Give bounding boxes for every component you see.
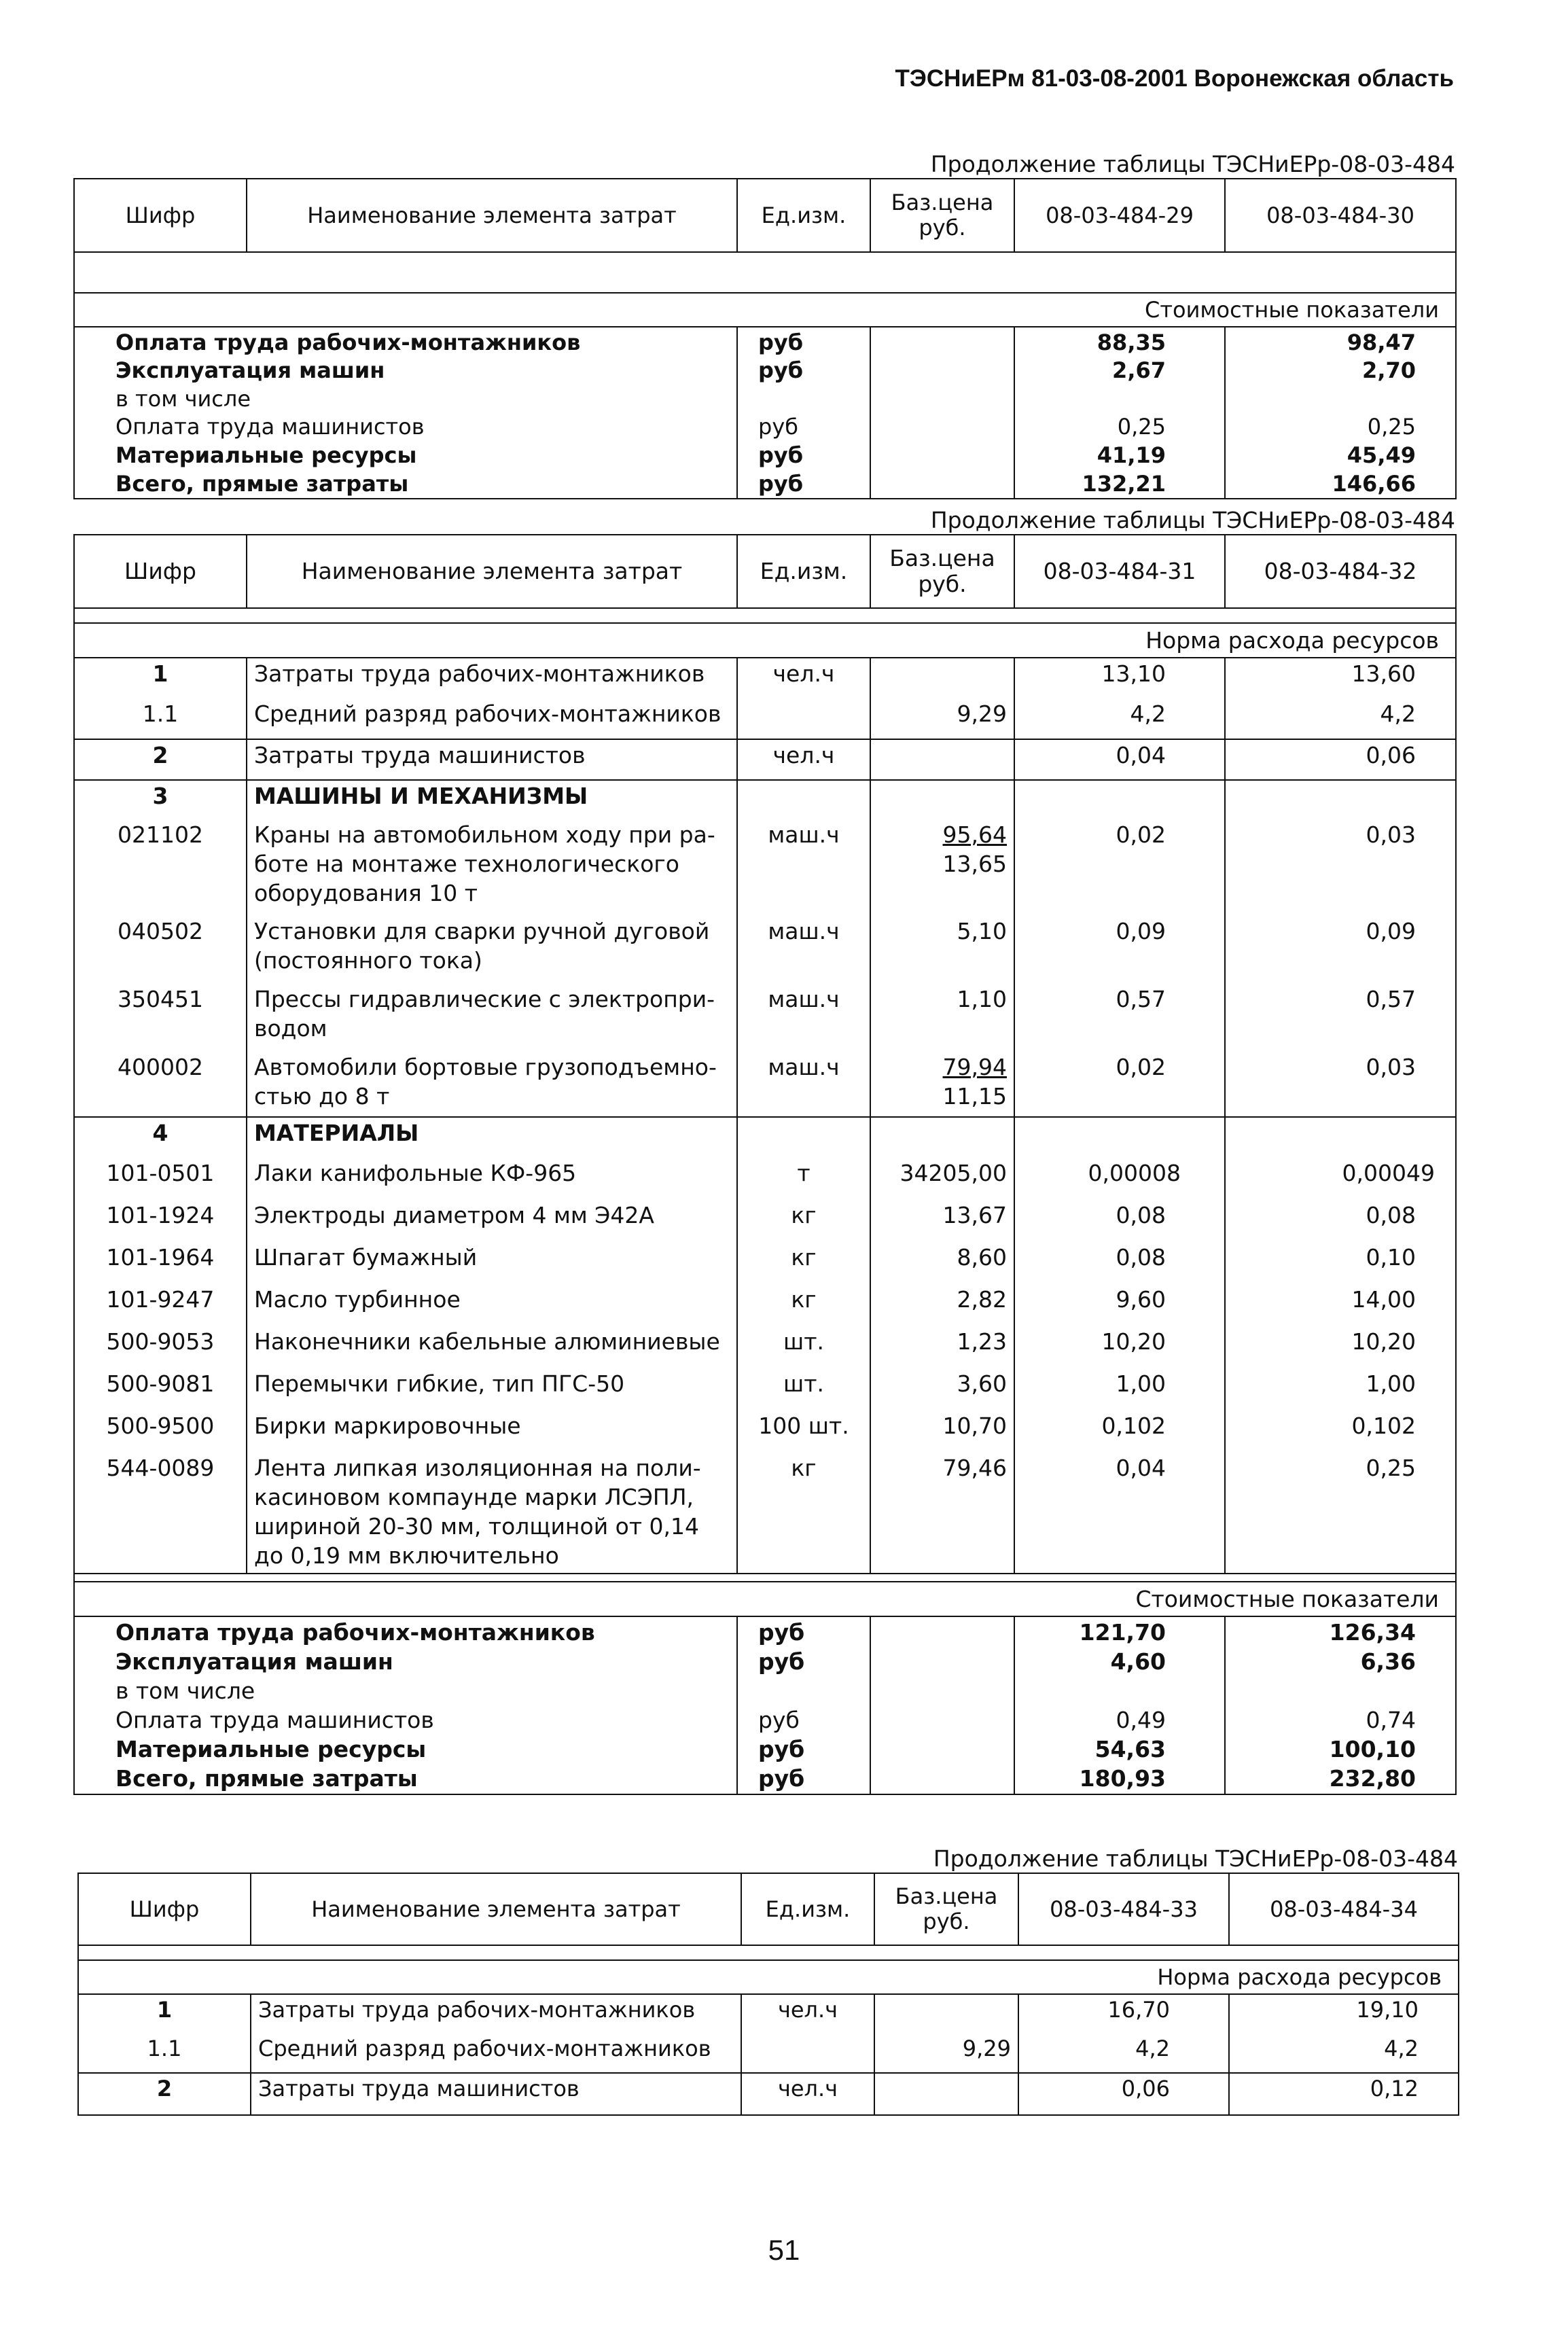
header-unit: Ед.изм. (737, 535, 870, 608)
header-code: Шифр (78, 1873, 251, 1945)
table-row: 101-1924 Электроды диаметром 4 мм Э42А кг 13,67 0,08 0,08 (74, 1200, 1456, 1242)
section-row: 3 МАШИНЫ И МЕХАНИЗМЫ (74, 780, 1456, 819)
header-unit: Ед.изм. (737, 179, 870, 252)
header-name: Наименование элемента затрат (251, 1873, 741, 1945)
table-row: 500-9500 Бирки маркировочные 100 шт. 10,70 0,102 0,102 (74, 1410, 1456, 1453)
table-row: 2 Затраты труда машинистов чел.ч 0,06 0,12 (78, 2073, 1459, 2115)
section-row: 4 МАТЕРИАЛЫ (74, 1117, 1456, 1158)
header-col-a: 08-03-484-29 (1014, 179, 1225, 252)
table-row: 1 Затраты труда рабочих-монтажников чел.ч 16,70 19,10 (78, 1994, 1459, 2034)
table-row: 101-9247 Масло турбинное кг 2,82 9,60 14,00 (74, 1284, 1456, 1326)
header-price: Баз.цена руб. (870, 535, 1014, 608)
header-col-a: 08-03-484-33 (1018, 1873, 1229, 1945)
table-caption: Продолжение таблицы ТЭСНиЕРр-08-03-484 (930, 507, 1455, 533)
header-col-b: 08-03-484-34 (1229, 1873, 1459, 1945)
estimate-table-3 (77, 1873, 1459, 2116)
table-row: Эксплуатация машин руб 2,67 2,70 (74, 357, 1456, 385)
table-row: Оплата труда рабочих-монтажников руб 88,35 98,47 (74, 327, 1456, 357)
table-row: 500-9081 Перемычки гибкие, тип ПГС-50 шт. 3,60 1,00 1,00 (74, 1368, 1456, 1410)
table-caption: Продолжение таблицы ТЭСНиЕРр-08-03-484 (933, 1845, 1458, 1872)
table-row: 544-0089 Лента липкая изоляционная на поли-касиновом компаунде марки ЛСЭПЛ, шириной 20-30 мм, толщиной от 0,14 до 0,19 мм включительно кг 79,46 0,04 0,25 (74, 1453, 1456, 1574)
document-header: ТЭСНиЕРм 81-03-08-2001 Воронежская область (895, 65, 1454, 92)
table-row: 1.1 Средний разряд рабочих-монтажников 9,29 4,2 4,2 (74, 698, 1456, 739)
section-subheader: Норма расхода ресурсов (78, 1960, 1459, 1994)
table-row: Эксплуатация машин руб 4,60 6,36 (74, 1648, 1456, 1677)
table-row: Материальные ресурсы руб 54,63 100,10 (74, 1735, 1456, 1764)
page-number: 51 (768, 2234, 800, 2266)
table-caption: Продолжение таблицы ТЭСНиЕРр-08-03-484 (930, 151, 1455, 177)
header-name: Наименование элемента затрат (247, 535, 737, 608)
header-unit: Ед.изм. (741, 1873, 874, 1945)
section-subheader: Норма расхода ресурсов (74, 623, 1456, 658)
section-subheader: Стоимостные показатели (74, 1582, 1456, 1616)
table-row: Всего, прямые затраты руб 180,93 232,80 (74, 1764, 1456, 1794)
section-subheader: Стоимостные показатели (74, 293, 1456, 327)
table-row: в том числе (74, 385, 1456, 414)
header-price: Баз.цена руб. (870, 179, 1014, 252)
table-row: в том числе (74, 1677, 1456, 1706)
header-code: Шифр (74, 179, 247, 252)
table-row: 040502 Установки для сварки ручной дуговой (постоянного тока) маш.ч 5,10 0,09 0,09 (74, 916, 1456, 984)
header-col-b: 08-03-484-32 (1225, 535, 1456, 608)
table-row: 021102 Краны на автомобильном ходу при ра-боте на монтаже технологического оборудования 10 т маш.ч 95,64 13,65 0,02 0,03 (74, 819, 1456, 916)
table-row: 350451 Прессы гидравлические с электропри-водом маш.ч 1,10 0,57 0,57 (74, 984, 1456, 1052)
table-row: 101-0501 Лаки канифольные КФ-965 т 34205,00 0,00008 0,00049 (74, 1158, 1456, 1200)
table-row: Оплата труда машинистов руб 0,49 0,74 (74, 1706, 1456, 1735)
table-row: 500-9053 Наконечники кабельные алюминиевые шт. 1,23 10,20 10,20 (74, 1326, 1456, 1368)
estimate-table-2 (73, 534, 1457, 1795)
table-row: 400002 Автомобили бортовые грузоподъемно-стью до 8 т маш.ч 79,94 11,15 0,02 0,03 (74, 1052, 1456, 1117)
table-row: Оплата труда рабочих-монтажников руб 121,70 126,34 (74, 1616, 1456, 1648)
table-row: Материальные ресурсы руб 41,19 45,49 (74, 442, 1456, 470)
header-col-a: 08-03-484-31 (1014, 535, 1225, 608)
table-row: 1 Затраты труда рабочих-монтажников чел.ч 13,10 13,60 (74, 658, 1456, 698)
header-code: Шифр (74, 535, 247, 608)
estimate-table-1 (73, 178, 1457, 499)
table-row: Всего, прямые затраты руб 132,21 146,66 (74, 470, 1456, 499)
header-price: Баз.цена руб. (874, 1873, 1018, 1945)
header-name: Наименование элемента затрат (247, 179, 737, 252)
table-row: 101-1964 Шпагат бумажный кг 8,60 0,08 0,10 (74, 1242, 1456, 1284)
header-col-b: 08-03-484-30 (1225, 179, 1456, 252)
table-row: Оплата труда машинистов руб 0,25 0,25 (74, 413, 1456, 442)
table-row: 1.1 Средний разряд рабочих-монтажников 9,29 4,2 4,2 (78, 2034, 1459, 2073)
table-row: 2 Затраты труда машинистов чел.ч 0,04 0,06 (74, 739, 1456, 780)
